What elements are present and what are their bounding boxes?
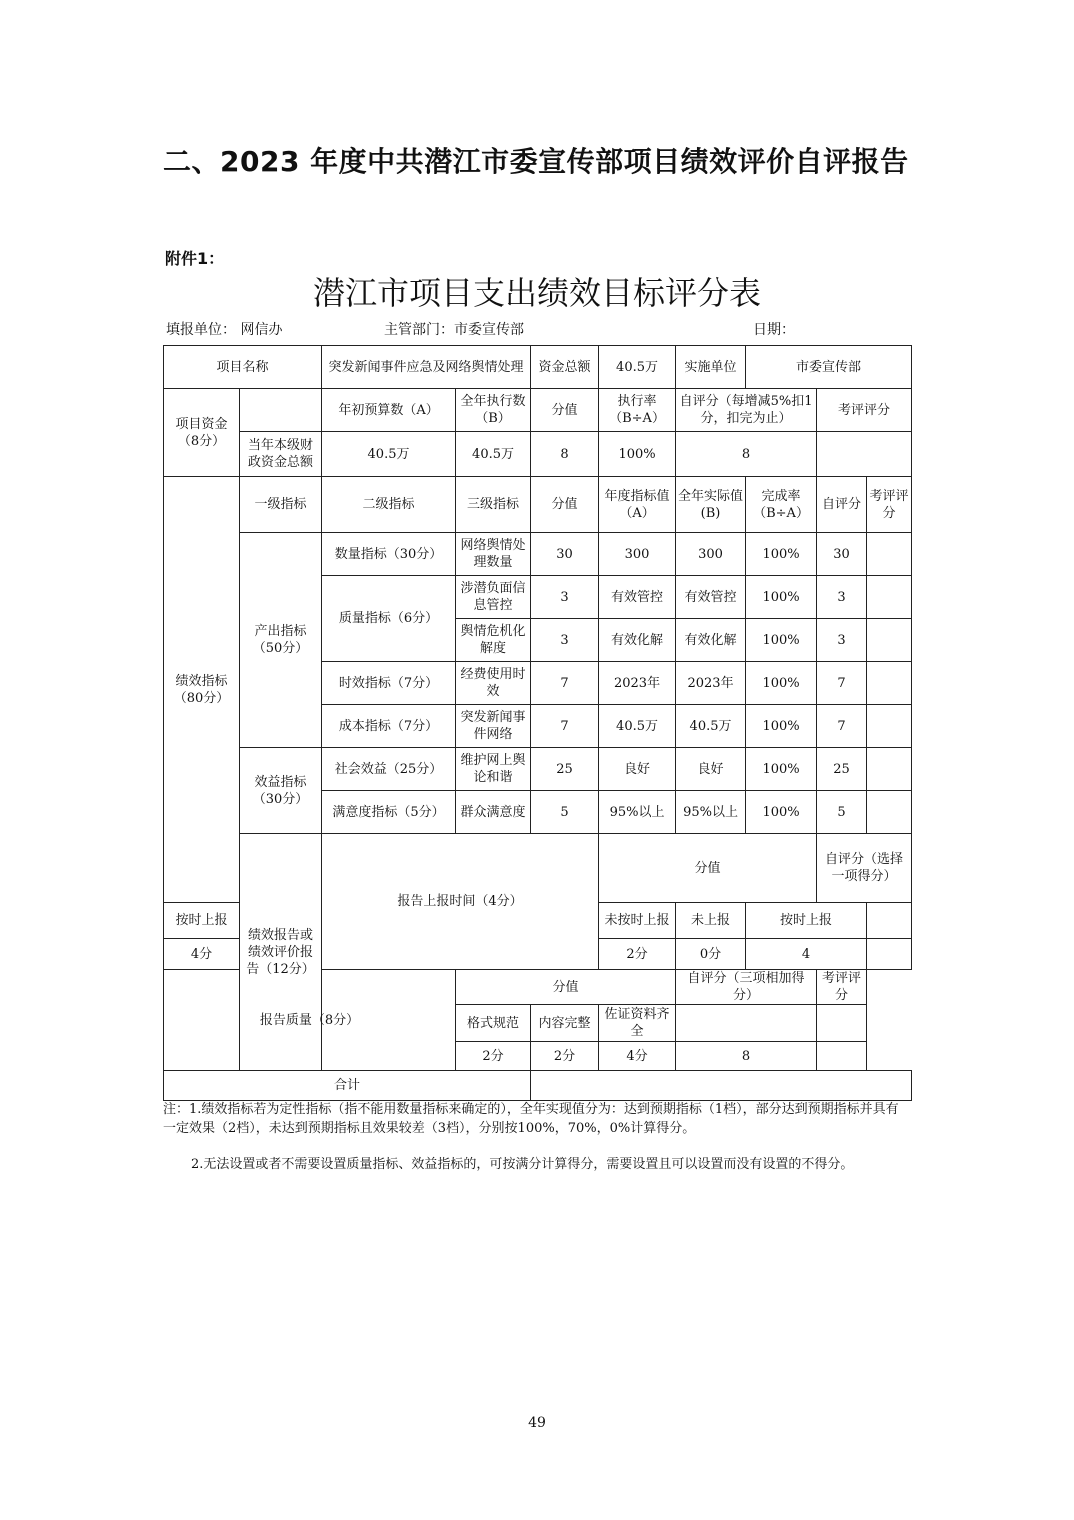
q1-review [867,576,912,619]
funds-review-header: 考评评分 [817,389,912,432]
total-label: 合计 [164,1071,531,1101]
time-self: 7 [817,662,867,705]
social-review [867,748,912,791]
table-row [164,748,912,791]
score-table [163,345,912,1101]
funds-row-label: 当年本级财政资金总额 [240,432,322,477]
satis-l3: 群众满意度 [456,791,531,834]
l3-header: 三级指标 [456,477,531,533]
q1-score: 3 [531,576,599,619]
time-self-pts: 4 [746,939,867,970]
impl-unit-label: 实施单位 [676,346,746,389]
social-target: 良好 [599,748,676,791]
cost-rate: 100% [746,705,817,748]
table-row [164,533,912,576]
satis-self: 5 [817,791,867,834]
time-target: 2023年 [599,662,676,705]
cost-score: 7 [531,705,599,748]
time-score-header: 分值 [599,834,817,903]
time-pts-late: 2分 [599,939,676,970]
funds-score-header: 分值 [531,389,599,432]
funds-blank [240,389,322,432]
cost-actual: 40.5万 [676,705,746,748]
form-title: 潜江市项目支出绩效目标评分表 [312,274,761,312]
funds-exec: 40.5万 [456,432,531,477]
perf-self-header: 自评分 [817,477,867,533]
actual-header: 全年实际值(B) [676,477,746,533]
social-self: 25 [817,748,867,791]
time-review [867,903,912,939]
cost-l2: 成本指标（7分） [322,705,456,748]
perf-label: 绩效指标（80分） [164,477,240,903]
exec-rate-header: 执行率（B÷A） [599,389,676,432]
report-time-label: 报告上报时间（4分） [322,834,599,970]
qty-actual: 300 [676,533,746,576]
date-field: 日期： [753,322,795,338]
q2-review [867,619,912,662]
filing-unit: 填报单位： 网信办 [166,322,283,338]
time-opt-late: 未按时上报 [599,903,676,939]
social-l3: 维护网上舆论和谐 [456,748,531,791]
satis-l2: 满意度指标（5分） [322,791,456,834]
cost-review [867,705,912,748]
q1-actual: 有效管控 [676,576,746,619]
output-label: 产出指标（50分） [240,533,322,748]
quality-pts-format: 2分 [456,1042,531,1071]
q2-self: 3 [817,619,867,662]
funds-score: 8 [531,432,599,477]
quality-l2: 质量指标（6分） [322,576,456,662]
quality-self-pts: 8 [676,1042,817,1071]
quality-review-pts [817,1042,867,1071]
social-actual: 良好 [676,748,746,791]
note-2: 2.无法设置或者不需要设置质量指标、效益指标的，可按满分计算得分，需要设置且可以设置而没有设置的不得分。 [191,1157,854,1172]
social-score: 25 [531,748,599,791]
time-review [867,662,912,705]
benefit-label: 效益指标（30分） [240,748,322,834]
quality-review-blank [817,1005,867,1042]
qty-rate: 100% [746,533,817,576]
quality-opt-content: 内容完整 [531,1005,599,1042]
qty-l2: 数量指标（30分） [322,533,456,576]
funds-label: 项目资金（8分） [164,389,240,477]
qty-score: 30 [531,533,599,576]
qty-l3: 网络舆情处理数量 [456,533,531,576]
time-pts-none: 0分 [676,939,746,970]
cost-l3: 突发新闻事件网络 [456,705,531,748]
time-review-pts [867,939,912,970]
report-heading: 二、2023 年度中共潜江市委宣传部项目绩效评价自评报告 [163,145,909,178]
completion-header: 完成率（B÷A） [746,477,817,533]
time-self-choice: 按时上报 [746,903,867,939]
time-self-header: 自评分（选择一项得分） [817,834,912,903]
time-actual: 2023年 [676,662,746,705]
cost-self: 7 [817,705,867,748]
q2-rate: 100% [746,619,817,662]
social-l2: 社会效益（25分） [322,748,456,791]
note-1: 注：1.绩效指标若为定性指标（指不能用数量指标来确定的），全年实现值分为：达到预期指标（1档），部分达到预期指标并具有一定效果（2档），未达到预期指标且效果较差（3档），分别按100%，70%，0%计算得分。 [163,1102,899,1136]
satis-actual: 95%以上 [676,791,746,834]
report-quality-label: 报告质量（8分） [164,970,456,1071]
time-opt-none: 未上报 [676,903,746,939]
impl-unit: 市委宣传部 [746,346,912,389]
time-l2: 时效指标（7分） [322,662,456,705]
time-opt-ontime: 按时上报 [164,903,240,939]
q2-actual: 有效化解 [676,619,746,662]
quality-pts-content: 2分 [531,1042,599,1071]
page-number: 49 [528,1415,546,1431]
total-value [531,1071,912,1101]
q1-l3: 涉潜负面信息管控 [456,576,531,619]
q2-score: 3 [531,619,599,662]
quality-pts-evidence: 4分 [599,1042,676,1071]
funds-self: 8 [676,432,817,477]
q1-rate: 100% [746,576,817,619]
q1-target: 有效管控 [599,576,676,619]
exec-header: 全年执行数（B） [456,389,531,432]
quality-opt-evidence: 佐证资料齐全 [599,1005,676,1042]
target-header: 年度指标值（A） [599,477,676,533]
funds-review [817,432,912,477]
funds-self-header: 自评分（每增减5%扣1分，扣完为止） [676,389,817,432]
project-name: 突发新闻事件应急及网络舆情处理 [322,346,531,389]
fund-total: 40.5万 [599,346,676,389]
project-name-label: 项目名称 [164,346,322,389]
budget-header: 年初预算数（A） [322,389,456,432]
perf-review-header: 考评评分 [867,477,912,533]
q1-self: 3 [817,576,867,619]
report-label: 绩效报告或绩效评价报告（12分） [240,834,322,1071]
time-rate: 100% [746,662,817,705]
qty-self: 30 [817,533,867,576]
attachment-label: 附件1： [165,249,225,268]
time-pts-ontime: 4分 [164,939,240,970]
satis-target: 95%以上 [599,791,676,834]
q2-l3: 舆情危机化解度 [456,619,531,662]
funds-budget: 40.5万 [322,432,456,477]
quality-score-header: 分值 [456,970,676,1005]
satis-rate: 100% [746,791,817,834]
perf-score-header: 分值 [531,477,599,533]
funds-rate: 100% [599,432,676,477]
quality-self-blank [676,1005,817,1042]
quality-self-header: 自评分（三项相加得分） [676,970,817,1005]
supervising-dept: 主管部门：市委宣传部 [384,322,524,338]
l2-header: 二级指标 [322,477,456,533]
social-rate: 100% [746,748,817,791]
q2-target: 有效化解 [599,619,676,662]
time-score: 7 [531,662,599,705]
quality-review-header: 考评评分 [817,970,867,1005]
quality-opt-format: 格式规范 [456,1005,531,1042]
l1-header: 一级指标 [240,477,322,533]
satis-score: 5 [531,791,599,834]
qty-review [867,533,912,576]
qty-target: 300 [599,533,676,576]
satis-review [867,791,912,834]
time-l3: 经费使用时效 [456,662,531,705]
fund-total-label: 资金总额 [531,346,599,389]
cost-target: 40.5万 [599,705,676,748]
